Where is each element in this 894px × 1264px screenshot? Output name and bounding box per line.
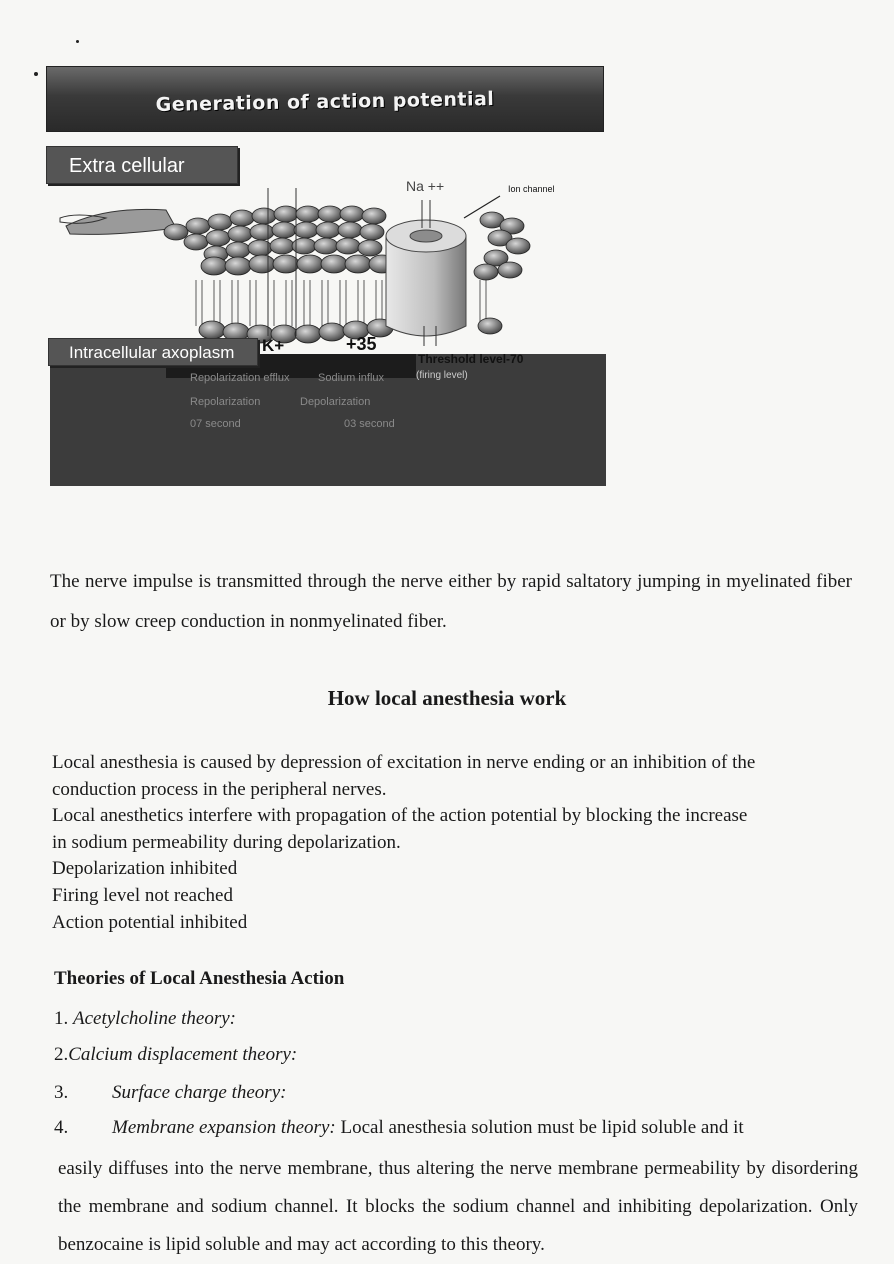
ghost-depolarization: Depolarization xyxy=(300,396,371,408)
plus35-label: +35 xyxy=(346,334,377,354)
text-line: conduction process in the peripheral nerves. xyxy=(52,778,387,800)
theory-name: Acetylcholine theory: xyxy=(73,1008,237,1029)
text-line: Local anesthesia is caused by depression of excitation in nerve ending or an inhibition of the xyxy=(52,752,756,773)
ghost-sodium-influx: Sodium influx xyxy=(318,372,385,384)
ion-channel-label: Ion channel xyxy=(508,184,555,194)
local-anesthesia-text xyxy=(52,750,852,936)
theory-name: Calcium displacement theory: xyxy=(68,1044,298,1065)
theory-4-continuation: easily diffuses into the nerve membrane, thus altering the nerve membrane permeability by disordering the membrane and sodium channel. It blocks the sodium channel and inhibiting depolarization. Only benzocaine is lipid soluble and may act according to this theory. xyxy=(58,1158,858,1255)
extra-cellular-label: Extra cellular xyxy=(46,146,238,184)
theories-heading: Theories of Local Anesthesia Action xyxy=(54,968,345,989)
threshold-label: Threshold level-70 xyxy=(418,352,524,366)
text-line: Local anesthetics interfere with propagation of the action potential by blocking the increase xyxy=(52,805,748,827)
theory-item xyxy=(54,1044,297,1066)
text-line: Action potential inhibited xyxy=(52,911,248,933)
theory-number: 3. xyxy=(54,1082,69,1103)
theory-name: Membrane expansion theory: xyxy=(112,1117,336,1138)
membrane-illustration xyxy=(46,176,606,346)
theory-number: 4. xyxy=(54,1117,69,1138)
ghost-firing-level: (firing level) xyxy=(416,370,468,381)
speck xyxy=(76,40,79,43)
figure-title: Generation of action potential xyxy=(155,88,495,116)
theory-item xyxy=(54,1008,236,1030)
theory-item xyxy=(54,1082,286,1104)
ghost-repolarization-efflux: Repolarization efflux xyxy=(190,372,290,384)
theory-name: Surface charge theory: xyxy=(112,1082,287,1103)
ghost-03-second: 03 second xyxy=(344,418,395,430)
theory-number: 1. xyxy=(54,1008,69,1029)
section-heading: How local anesthesia work xyxy=(327,686,567,710)
intracellular-label: Intracellular axoplasm xyxy=(48,338,258,366)
speck xyxy=(34,72,38,76)
sodium-label: Na ++ xyxy=(406,178,445,194)
ghost-repolarization: Repolarization xyxy=(190,396,261,408)
text-line: in sodium permeability during depolarization. xyxy=(52,831,401,853)
figure-banner xyxy=(46,66,604,132)
action-potential-figure xyxy=(46,66,606,488)
ghost-07-second: 07 second xyxy=(190,418,241,430)
theory-text: Local anesthesia solution must be lipid soluble and it xyxy=(340,1117,744,1138)
text-line: Depolarization inhibited xyxy=(52,858,238,880)
theory-item xyxy=(54,1117,858,1139)
potassium-label: K+ xyxy=(262,336,285,355)
theory-number: 2. xyxy=(54,1044,69,1065)
text-line: Firing level not reached xyxy=(52,884,233,906)
paragraph-nerve-impulse: The nerve impulse is transmitted through the nerve either by rapid saltatory jumping in myelinated fiber or by slow creep conduction in nonmyelinated fiber. xyxy=(50,571,852,632)
